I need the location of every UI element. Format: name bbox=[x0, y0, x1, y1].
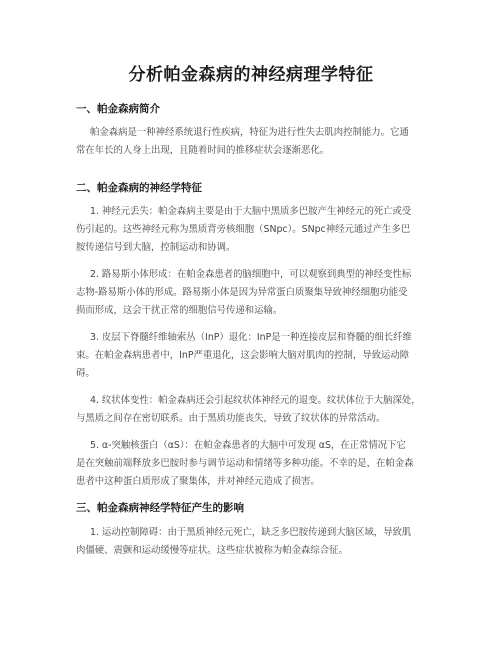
text-line: 损而形成，这会干扰正常的细胞信号传递和运输。 bbox=[76, 305, 283, 316]
text-line: 5. α-突触核蛋白（αS）：在帕金森患者的大脑中可发现 αS，在正常情况下它 bbox=[90, 440, 406, 451]
text-line: 胺传递信号到大脑，控制运动和协调。 bbox=[76, 242, 236, 253]
text-line: 肉僵硬、震颤和运动缓慢等症状。这些症状被称为帕金森综合征。 bbox=[76, 545, 348, 556]
text-line: 束。在帕金森病患者中，InP严重退化，这会影响大脑对肌肉的控制，导致运动障 bbox=[76, 350, 410, 361]
section-heading: 三、帕金森病神经学特征产生的影响 bbox=[76, 502, 244, 514]
section-heading: 二、帕金森病的神经学特征 bbox=[76, 182, 202, 194]
paragraph bbox=[76, 203, 428, 257]
paragraph bbox=[76, 437, 428, 491]
text-line: 伤引起的。这些神经元称为黑质背旁核细胞（SNpc）。SNpc神经元通过产生多巴 bbox=[76, 224, 411, 235]
text-line: 是在突触前端释放多巴胺时参与调节运动和情绪等多种功能。不幸的是，在帕金森 bbox=[76, 458, 414, 469]
text-line: 碍。 bbox=[76, 368, 95, 379]
page-title: 分析帕金森病的神经病理学特征 bbox=[128, 65, 374, 85]
paragraph bbox=[76, 266, 428, 320]
text-line: 常在年长的人身上出现，且随着时间的推移症状会逐渐恶化。 bbox=[76, 145, 330, 156]
paragraph bbox=[76, 392, 428, 428]
text-line: 1. 神经元丢失：帕金森病主要是由于大脑中黑质多巴胺产生神经元的死亡或受 bbox=[90, 206, 412, 217]
text-line: 患者中这种蛋白质形成了聚集体，并对神经元造成了损害。 bbox=[76, 476, 320, 487]
section-heading: 一、帕金森病简介 bbox=[76, 103, 160, 115]
text-line: 帕金森病是一种神经系统退行性疾病，特征为进行性失去肌肉控制能力。它通 bbox=[90, 127, 409, 138]
text-line: 3. 皮层下脊髓纤维轴索丛（InP）退化：InP是一种连接皮层和脊髓的细长纤维 bbox=[90, 332, 412, 343]
text-line: 4. 纹状体变性：帕金森病还会引起纹状体神经元的退变。纹状体位于大脑深处， bbox=[90, 395, 421, 406]
paragraph bbox=[76, 329, 428, 383]
text-line: 1. 运动控制障碍：由于黑质神经元死亡，缺乏多巴胺传递到大脑区域，导致肌 bbox=[90, 527, 412, 538]
text-line: 志物-路易斯小体的形成。路易斯小体是因为异常蛋白质聚集导致神经细胞功能受 bbox=[76, 287, 408, 298]
text-line: 2. 路易斯小体形成：在帕金森患者的脑细胞中，可以观察到典型的神经变性标 bbox=[90, 269, 412, 280]
text-line: 与黑质之间存在密切联系。由于黑质功能丧失，导致了纹状体的异常活动。 bbox=[76, 413, 386, 424]
paragraph bbox=[76, 124, 428, 160]
paragraph bbox=[76, 524, 428, 560]
